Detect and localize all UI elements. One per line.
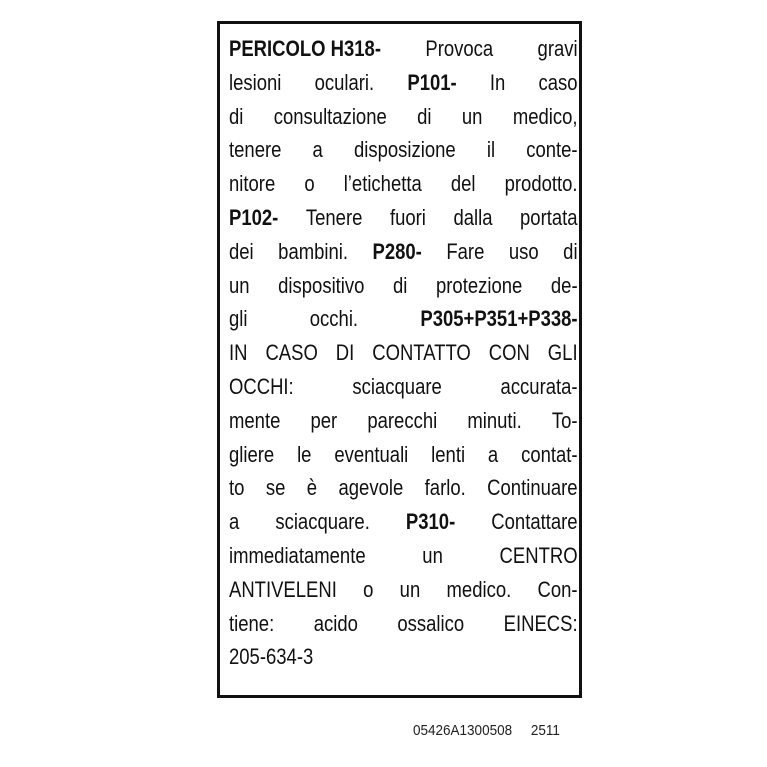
label-word: il	[486, 137, 496, 163]
label-word: o	[304, 171, 315, 197]
product-code: 05426A1300508	[413, 722, 513, 739]
label-word: dalla	[453, 205, 493, 230]
label-word: sciacquare.	[275, 509, 370, 535]
label-word: parecchi	[367, 407, 438, 433]
label-word: ANTIVELENI	[229, 576, 337, 602]
label-word: accurata-	[500, 374, 578, 399]
label-word: medico.	[446, 576, 512, 602]
label-word: mente	[229, 407, 281, 433]
product-code-line	[413, 721, 560, 741]
label-word: 205-634-3	[229, 644, 314, 670]
hazard-code: P101-	[407, 69, 457, 95]
label-word: To-	[551, 407, 578, 433]
label-word: immediatamente	[229, 543, 366, 568]
label-word: occhi.	[309, 306, 359, 332]
label-word: caso	[538, 69, 578, 95]
label-word: protezione	[435, 272, 523, 298]
label-word: tenere	[229, 137, 282, 163]
label-word: tiene:	[229, 610, 275, 636]
label-word: Provoca	[425, 36, 494, 61]
label-word: del	[450, 171, 476, 197]
label-word: dispositivo	[278, 272, 365, 298]
label-word: di	[393, 272, 408, 298]
batch-number: 2511	[530, 722, 560, 739]
label-word: le	[297, 441, 312, 467]
hazard-code: P102-	[229, 205, 279, 230]
label-word: gliere	[229, 441, 275, 467]
label-word: CENTRO	[499, 543, 578, 568]
label-word: un	[229, 272, 250, 298]
label-line	[229, 269, 578, 302]
label-word: portata	[520, 205, 578, 230]
label-line	[229, 201, 578, 234]
label-line	[229, 302, 578, 335]
label-line	[229, 404, 578, 437]
label-word: di	[563, 238, 578, 264]
label-word: DI	[335, 340, 355, 366]
label-word: un	[461, 103, 483, 129]
label-word: oculari.	[314, 69, 375, 95]
label-word: lesioni	[229, 69, 282, 95]
label-word: a	[312, 137, 323, 163]
label-line	[229, 235, 578, 268]
label-word: consultazione	[273, 103, 387, 129]
label-word: sciacquare	[352, 374, 442, 399]
label-line	[229, 100, 578, 133]
label-line	[229, 438, 578, 471]
label-word: uso	[508, 238, 539, 264]
label-word: Con-	[537, 576, 578, 602]
label-word: agevole	[338, 475, 404, 501]
label-word: lenti	[431, 441, 466, 467]
label-line	[229, 640, 578, 673]
label-word: GLI	[547, 340, 578, 366]
hazard-code: P280-	[372, 238, 422, 264]
label-word: to	[229, 475, 245, 501]
label-line	[229, 167, 578, 200]
label-word: prodotto.	[504, 171, 578, 197]
label-word: è	[306, 475, 318, 501]
label-word: l’etichetta	[343, 171, 422, 197]
label-line	[229, 607, 578, 640]
label-word: CONTATTO	[372, 340, 471, 366]
label-word: Contattare	[491, 509, 578, 535]
label-word: Tenere	[305, 205, 363, 230]
hazard-code: P310-	[405, 509, 456, 535]
label-word: EINECS:	[503, 610, 578, 636]
hazard-label	[217, 21, 582, 698]
label-word: farlo.	[424, 475, 466, 501]
label-line	[229, 471, 578, 504]
label-word: a	[229, 509, 240, 535]
label-word: ossalico	[397, 610, 465, 636]
label-word: dei	[229, 238, 254, 264]
hazard-code: P305+P351+P338-	[420, 306, 578, 332]
label-line	[229, 539, 578, 572]
label-word: OCCHI:	[229, 374, 294, 399]
label-line	[229, 66, 578, 99]
label-word: gli	[229, 306, 248, 332]
label-word: CON	[488, 340, 530, 366]
label-word: o	[363, 576, 374, 602]
label-word: eventuali	[334, 441, 409, 467]
label-word: un	[399, 576, 421, 602]
label-word: a	[487, 441, 499, 467]
label-word: conte-	[526, 137, 578, 163]
label-word: medico,	[512, 103, 578, 129]
label-word: un	[422, 543, 443, 568]
label-word: IN	[229, 340, 248, 366]
label-word: nitore	[229, 171, 276, 197]
label-word: Fare	[446, 238, 485, 264]
hazard-code: PERICOLO H318-	[229, 36, 381, 61]
label-word: contat-	[521, 441, 578, 467]
label-line	[229, 505, 578, 538]
label-word: CASO	[265, 340, 318, 366]
label-line	[229, 336, 578, 369]
label-line	[229, 32, 578, 65]
label-word: disposizione	[353, 137, 456, 163]
label-line	[229, 133, 578, 166]
label-line	[229, 370, 578, 403]
label-word: acido	[313, 610, 358, 636]
label-word: di	[229, 103, 244, 129]
label-word: gravi	[537, 36, 578, 61]
label-word: minuti.	[467, 407, 522, 433]
label-word: In	[489, 69, 506, 95]
label-word: bambini.	[278, 238, 349, 264]
label-line	[229, 573, 578, 606]
label-word: de-	[550, 272, 578, 298]
label-word: se	[265, 475, 286, 501]
label-word: fuori	[389, 205, 426, 230]
label-word: Continuare	[487, 475, 578, 501]
label-word: di	[417, 103, 432, 129]
label-word: per	[310, 407, 338, 433]
